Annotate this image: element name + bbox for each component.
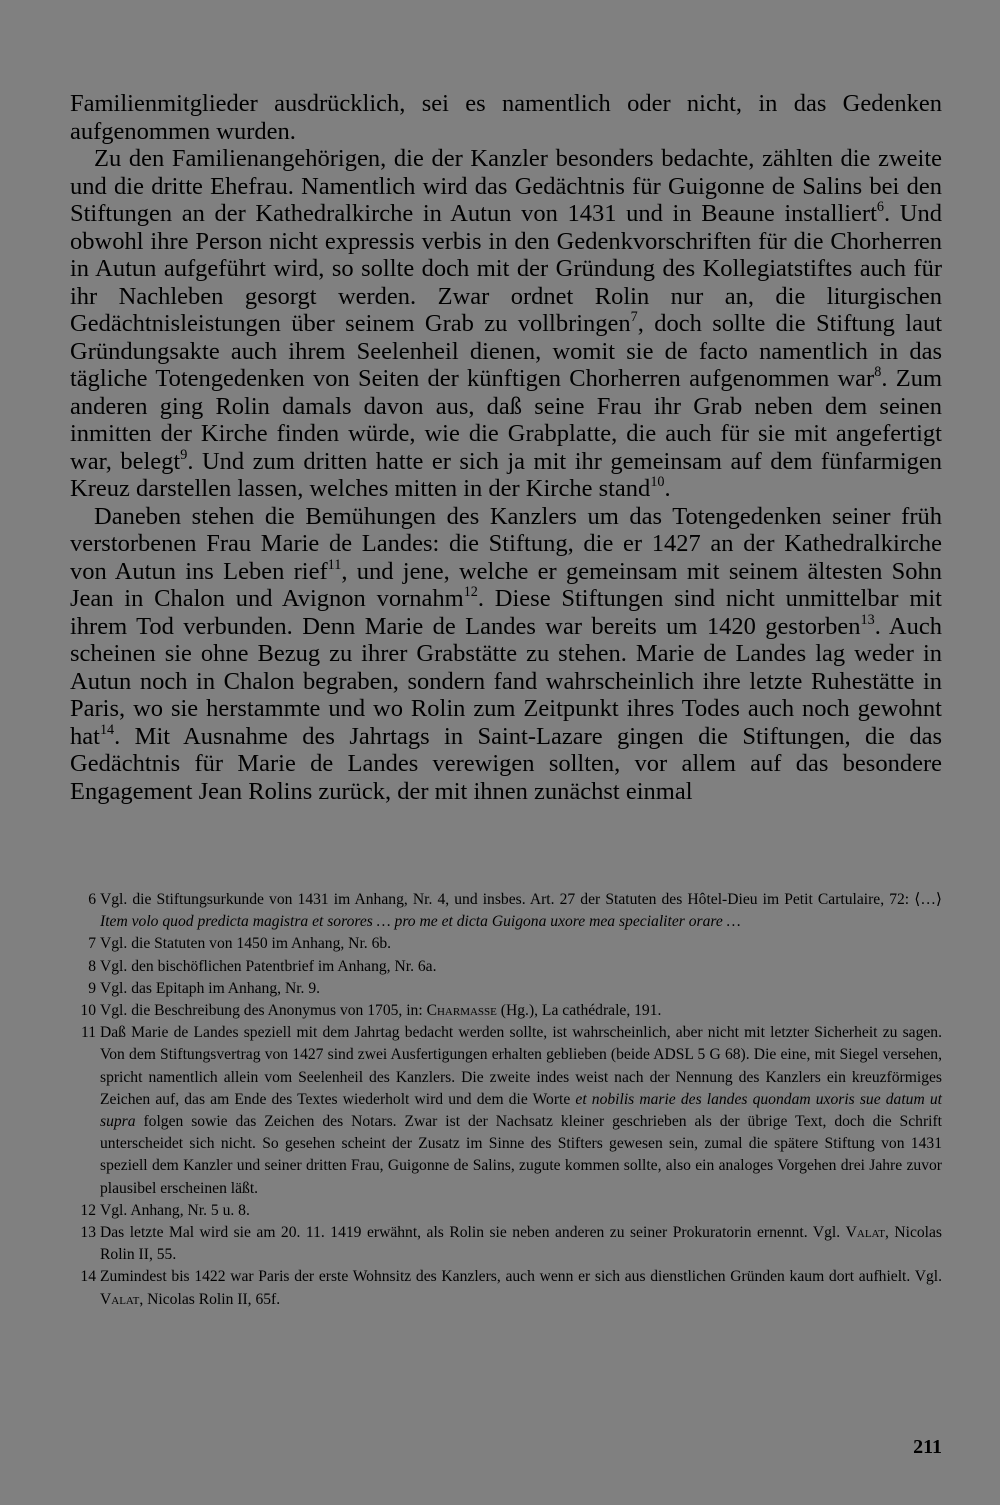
footnote-6 — [70, 889, 942, 933]
footnote-ref-9[interactable]: 9 — [180, 446, 188, 463]
footnote-number: 7 — [88, 935, 96, 953]
footnote-12 — [70, 1200, 942, 1222]
footnote-7 — [70, 933, 942, 955]
footnote-number: 12 — [80, 1201, 96, 1219]
footnote-ref-10[interactable]: 10 — [650, 473, 665, 490]
author-name: Valat — [100, 1290, 140, 1308]
footnote-text: Vgl. die Statuten von 1450 im Anhang, Nr. 6b. — [100, 935, 392, 953]
paragraph-1: Familienmitglieder ausdrücklich, sei es namentlich oder nicht, in das Gedenken aufgenommen wurden. — [70, 90, 942, 145]
footnote-number: 8 — [88, 957, 96, 975]
main-text — [70, 90, 942, 805]
footnote-8 — [70, 956, 942, 978]
footnote-13 — [70, 1222, 942, 1266]
paragraph-2: Zu den Familienangehörigen, die der Kanzler besonders bedachte, zählten die zweite und die dritte Ehefrau. Namentlich wird das Gedächtnis für Guigonne de Salins bei den Stiftungen an der Kathedralkirche in Autun von 1431 und in Beaune installiert$^6$. Und obwohl ihre Person nicht expressis verbis in den Gedenkvorschriften für die Chorherren in Autun aufgeführt wird, so sollte doch mit der Gründung des Kollegiatstiftes auch für ihr Nachleben gesorgt werden. Zwar ordnet Rolin nur an, die liturgischen Gedächtnisleistungen über seinem Grab zu vollbringen$^7$, doch sollte die Stiftung laut Gründungsakte auch ihrem Seelenheil dienen, womit sie de facto namentlich in das tägliche Totengedenken von Seiten der künftigen Chorherren aufgenommen war$^8$. Zum anderen ging Rolin damals davon aus, daß seine Frau ihr Grab neben dem seinen inmitten der Kirche finden würde, wie die Grabplatte, die auch für sie mit angefertigt war, belegt$^9$. Und zum dritten hatte er sich ja mit ihr gemeinsam auf dem fünfarmigen Kreuz darstellen lassen, welches mitten in der Kirche stand$^{10}$. — [70, 145, 943, 502]
footnotes — [70, 889, 942, 1311]
footnote-text: Zumindest bis 1422 war Paris der erste Wohnsitz des Kanzlers, auch wenn er sich aus dienstlichen Gründen kaum dort aufhielt. Vgl. Valat, Nicolas Rolin II, 65f. — [100, 1268, 942, 1308]
author-name: Charmasse — [426, 1002, 497, 1020]
footnote-ref-14[interactable]: 14 — [99, 721, 115, 738]
footnote-ref-7[interactable]: 7 — [630, 308, 638, 325]
footnote-number: 10 — [80, 1002, 96, 1020]
footnote-number: 11 — [80, 1024, 96, 1042]
footnote-9 — [70, 978, 942, 1000]
footnote-ref-11[interactable]: 11 — [327, 556, 342, 573]
footnote-ref-12[interactable]: 12 — [463, 583, 478, 600]
footnote-ref-8[interactable]: 8 — [874, 363, 882, 380]
footnote-10 — [70, 1000, 942, 1022]
footnote-ref-13[interactable]: 13 — [860, 611, 875, 628]
footnote-14 — [70, 1266, 942, 1310]
footnote-number: 9 — [88, 979, 96, 997]
footnote-number: 14 — [80, 1268, 96, 1286]
footnote-text: Vgl. das Epitaph im Anhang, Nr. 9. — [100, 979, 321, 997]
footnote-text: Vgl. den bischöflichen Patentbrief im Anhang, Nr. 6a. — [100, 957, 437, 975]
footnote-ref-6[interactable]: 6 — [876, 198, 885, 215]
footnote-text: Daß Marie de Landes speziell mit dem Jahrtag bedacht werden sollte, ist wahrscheinlich, aber nicht mit letzter Sicherheit zu sagen. Von dem Stiftungsvertrag von 1427 sind zwei Ausfertigungen erhalten geblieben (beide ADSL 5 G 68). Die eine, mit Siegel versehen, spricht namentlich allein vom Seelenheil des Kanzlers. Die zweite indes weist nach der Nennung des Kanzlers ein kreuzförmiges Zeichen auf, das am Ende des Textes wiederholt wird und dem die Worte et nobilis marie des landes quondam uxoris sue datum ut supra folgen sowie das Zeichen des Notars. Zwar ist der Nachsatz kleiner geschrieben als der übrige Text, doch die Schrift unterscheidet sich nicht. So gesehen scheint der Zusatz im Sinne des Stifters gewesen sein, zumal die spätere Stiftung von 1431 speziell dem Kanzler und seiner dritten Frau, Guigonne de Salins, zugute kommen sollte, also ein analoges Vorgehen drei Jahre zuvor plausibel erscheinen läßt. — [100, 1024, 942, 1197]
footnote-text: Vgl. die Beschreibung des Anonymus von 1705, in: Charmasse (Hg.), La cathédrale, 191. — [100, 1002, 662, 1020]
footnote-11 — [70, 1022, 942, 1200]
footnote-number: 6 — [88, 891, 96, 908]
paragraph-3: Daneben stehen die Bemühungen des Kanzlers um das Totengedenken seiner früh verstorbenen Frau Marie de Landes: die Stiftung, die er 1427 an der Kathedralkirche von Autun ins Leben rief$^{11}$, und jene, welche er gemeinsam mit seinem ältesten Sohn Jean in Chalon und Avignon vornahm$^{12}$. Diese Stiftungen sind nicht unmittelbar mit ihrem Tod verbunden. Denn Marie de Landes war bereits um 1420 gestorben$^{13}$. Auch scheinen sie ohne Bezug zu ihrer Grabstätte zu stehen. Marie de Landes lag weder in Autun noch in Chalon begraben, sondern fand wahrscheinlich ihre letzte Ruhestätte in Paris, wo sie herstammte und wo Rolin zum Zeitpunkt ihres Todes auch noch gewohnt hat$^{14}$. Mit Ausnahme des Jahrtags in Saint-Lazare gingen die Stiftungen, die das Gedächtnis für Marie de Landes verewigen sollten, vor allem auf das besondere Engagement Jean Rolins zurück, der mit ihnen zunächst einmal — [70, 502, 943, 805]
footnote-number: 13 — [80, 1224, 96, 1242]
author-name: Valat — [845, 1224, 885, 1242]
footnote-text: Vgl. Anhang, Nr. 5 u. 8. — [100, 1201, 250, 1219]
footnote-text: Vgl. die Stiftungsurkunde von 1431 im Anhang, Nr. 4, und insbes. Art. 27 der Statuten des Hôtel-Dieu im Petit Cartulaire, 72: ⟨…⟩ Item volo quod predicta magistra et sorores … pro me et dicta Guigona uxore mea specialiter orare … — [100, 891, 942, 931]
page-number: 211 — [913, 1436, 942, 1458]
footnote-text: Das letzte Mal wird sie am 20. 11. 1419 erwähnt, als Rolin sie neben anderen zu seiner Prokuratorin ernennt. Vgl. Valat, Nicolas Rolin II, 55. — [100, 1224, 942, 1264]
